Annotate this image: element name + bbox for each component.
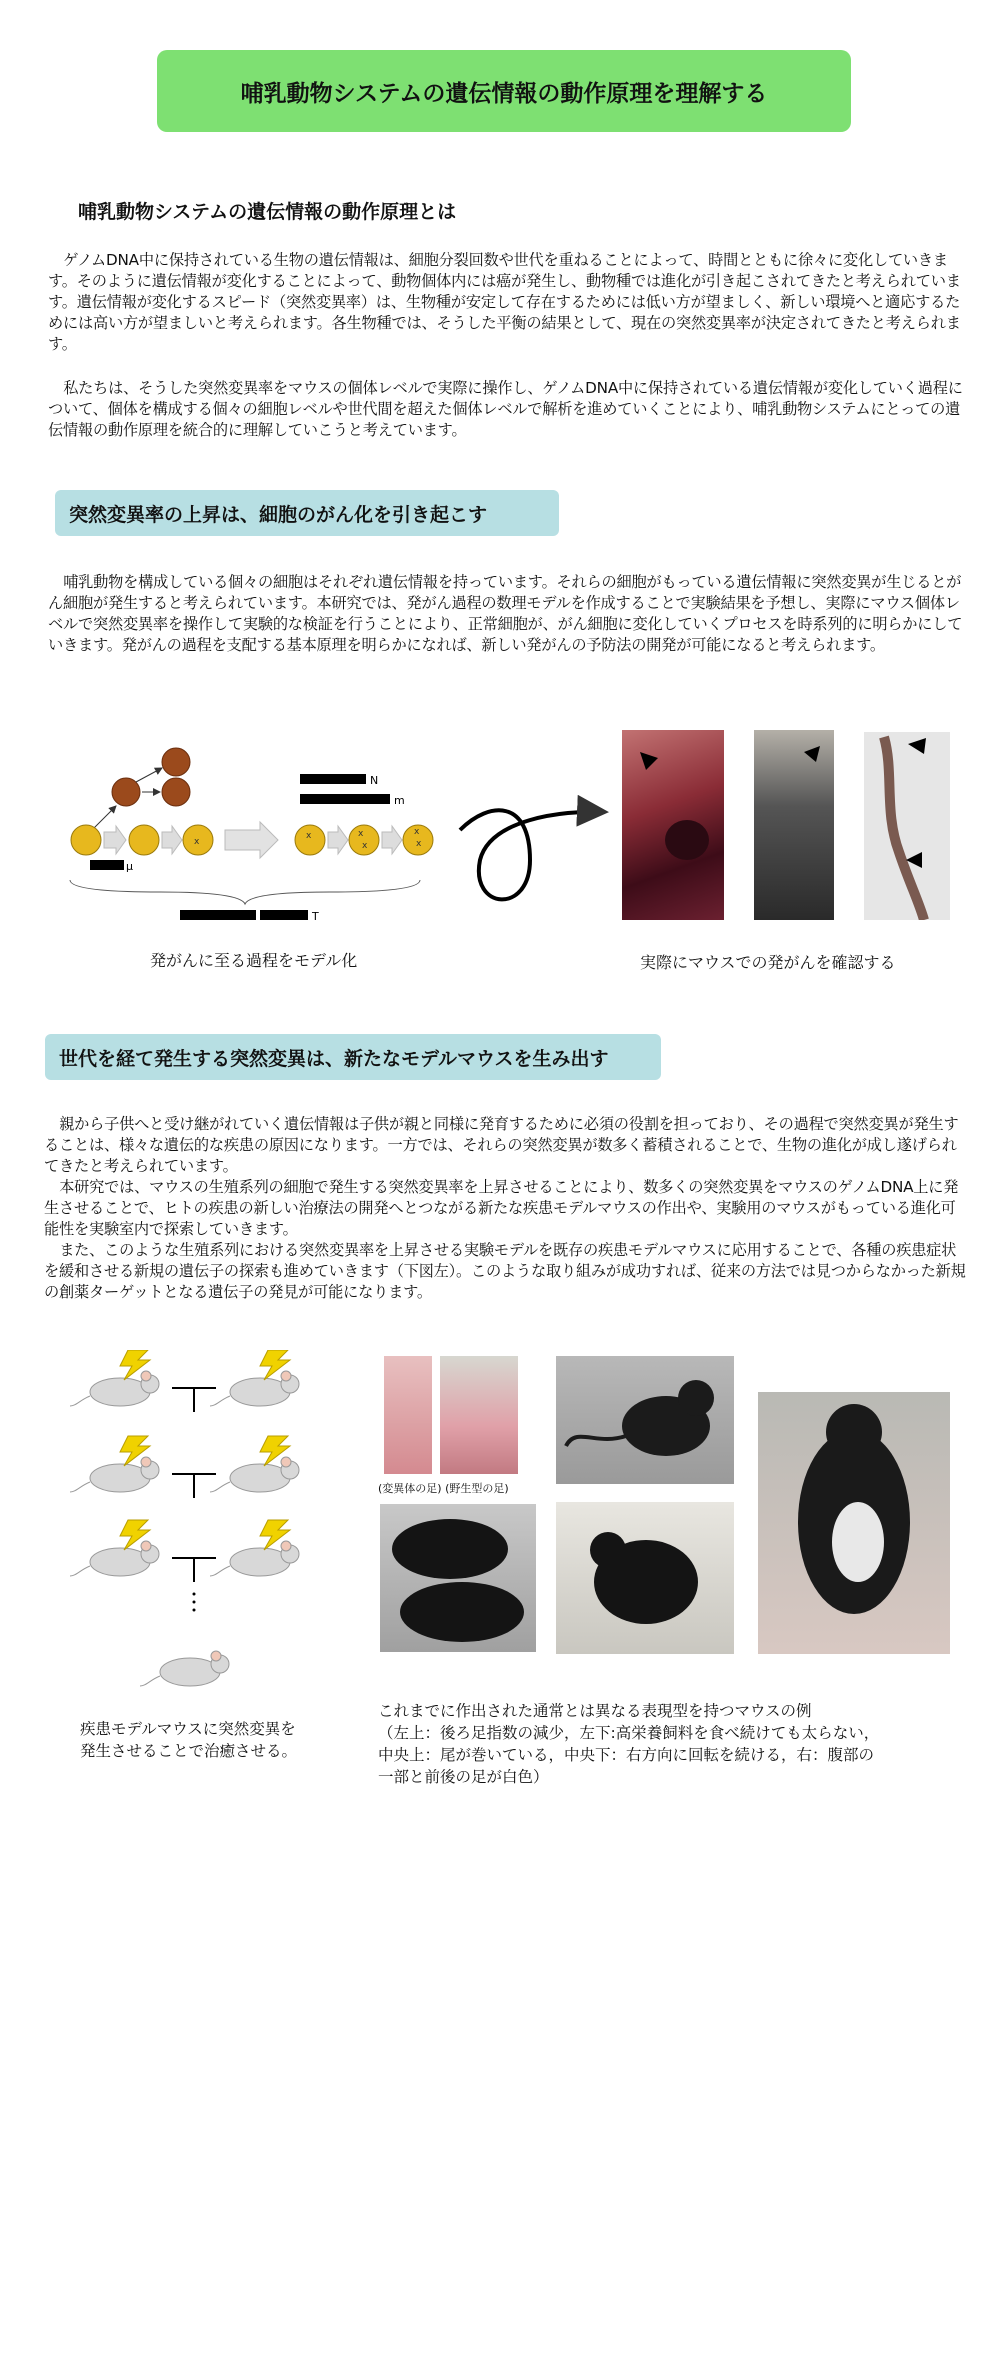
tumor-photo-1: [622, 730, 724, 920]
section2-paragraph-2: 本研究では、マウスの生殖系列の細胞で発生する突然変異率を上昇させることにより、数多くの突然変異をマウスのゲノムDNA上に発生させることで、ヒトの疾患の新しい治療法の開発へとつながる新たな疾患モデルマウスの作出や、実験用のマウスがもっている進化可能性を実験室内で探索していきます。: [44, 1178, 959, 1238]
svg-text:x: x: [414, 827, 420, 837]
cancer-cell-right: [162, 778, 190, 806]
section2-paragraph-3: また、このような生殖系列における突然変異率を上昇させる実験モデルを既存の疾患モデルマウスに応用することで、各種の疾患症状を緩和させる新規の遺伝子の探索も進めていきます（下図左）。このような取り組みが成功すれば、従来の方法では見つからなかった新規の創薬ターゲットとなる遺伝子の発見が可能になります。: [44, 1241, 966, 1301]
svg-text:x: x: [358, 829, 364, 839]
intro-paragraph-2: 私たちは、そうした突然変異率をマウスの個体レベルで実際に操作し、ゲノムDNA中に保持されている遺伝情報が変化していく過程について、個体を構成する個々の細胞レベルや世代間を超えた個体レベルで解析を進めていくことにより、哺乳動物システムにとっての遺伝情報の動作原理を統合的に理解していこうと考えています。: [48, 379, 963, 439]
tumor-photo-3: [864, 732, 950, 920]
cancer-model-diagram: [60, 720, 620, 940]
cancer-cell-left: [112, 778, 140, 806]
section1-caption-right: 実際にマウスでの発がんを確認する: [640, 953, 896, 972]
normal-cell-2: [129, 825, 159, 855]
section2-paragraph-1: 親から子供へと受け継がれていく遺伝情報は子供が親と同様に発育するために必須の役割を担っており、その過程で突然変異が発生することは、様々な遺伝的な疾患の原因になります。一方では、それらの突然変異が数多く蓄積されることで、生物の進化が成し遂げられてきたと考えられています。: [44, 1115, 959, 1175]
section2-caption-right: これまでに作出された通常とは異なる表現型を持つマウスの例 （左上：後ろ足指数の減少，左下:高栄養飼料を食べ続けても太らない， 中央上：尾が巻いている，中央下：右方向に回転を続ける，右：腹部の 一部と前後の足が白色）: [378, 1702, 880, 1786]
normal-cell-1: [71, 825, 101, 855]
circling-mouse-photo: [556, 1502, 734, 1654]
curly-tail-mouse-photo: [556, 1356, 734, 1484]
intro-heading: 哺乳動物システムの遺伝情報の動作原理とは: [78, 201, 457, 223]
page-title: 哺乳動物システムの遺伝情報の動作原理を理解する: [157, 50, 851, 132]
label-N: N: [370, 774, 379, 787]
wildtype-foot-photo: [440, 1356, 518, 1474]
svg-text:x: x: [416, 839, 422, 849]
section1-paragraph: 哺乳動物を構成している個々の細胞はそれぞれ遺伝情報を持っています。それらの細胞がもっている遺伝情報に突然変異が生じるとがん細胞が発生すると考えられています。本研究では、発がん過程の数理モデルを作成することで実験結果を予想し、実際にマウス個体レベルで突然変異率を操作して実験的な検証を行うことにより、正常細胞が、がん細胞に変化していくプロセスを時系列的に明らかにしていきます。発がんの過程を支配する基本原理を明らかになれば、新しい発がんの予防法の開発が可能になると考えられます。: [48, 573, 963, 654]
feet-caption: (変異体の足) (野生型の足): [378, 1482, 509, 1495]
mutant-foot-photo: [384, 1356, 432, 1474]
intro-paragraph-1: ゲノムDNA中に保持されている生物の遺伝情報は、細胞分裂回数や世代を重ねることによって、時間とともに徐々に変化していきます。そのように遺伝情報が変化することによって、動物個体内には癌が発生し、動物種では進化が引き起こされてきたと考えられています。遺伝情報が変化するスピード（突然変異率）は、生物種が安定して存在するためには低い方が望ましく、新しい環境へと適応するためには高い方が望ましいと考えられます。各生物種では、そうした平衡の結果として、現在の突然変異率が決定されてきたと考えられます。: [48, 251, 961, 353]
svg-text:x: x: [306, 831, 312, 841]
section1-heading: 突然変異率の上昇は、細胞のがん化を引き起こす: [55, 490, 559, 536]
lean-mice-photo: [380, 1504, 536, 1652]
section1-caption-left: 発がんに至る過程をモデル化: [150, 951, 358, 970]
svg-text:x: x: [362, 841, 368, 851]
section2-caption-left: 疾患モデルマウスに突然変異を 発生させることで治癒させる。: [80, 1720, 298, 1760]
mouse-pedigree-diagram: [60, 1350, 320, 1710]
label-mu: μ: [126, 860, 133, 873]
label-m: m: [394, 794, 405, 807]
white-belly-mouse-photo: [758, 1392, 950, 1654]
label-T: T: [312, 910, 319, 923]
tumor-photo-2: [754, 730, 834, 920]
cancer-cell-top: [162, 748, 190, 776]
mutation-mark-x: x: [194, 837, 200, 847]
section2-heading: 世代を経て発生する突然変異は、新たなモデルマウスを生み出す: [45, 1034, 661, 1080]
